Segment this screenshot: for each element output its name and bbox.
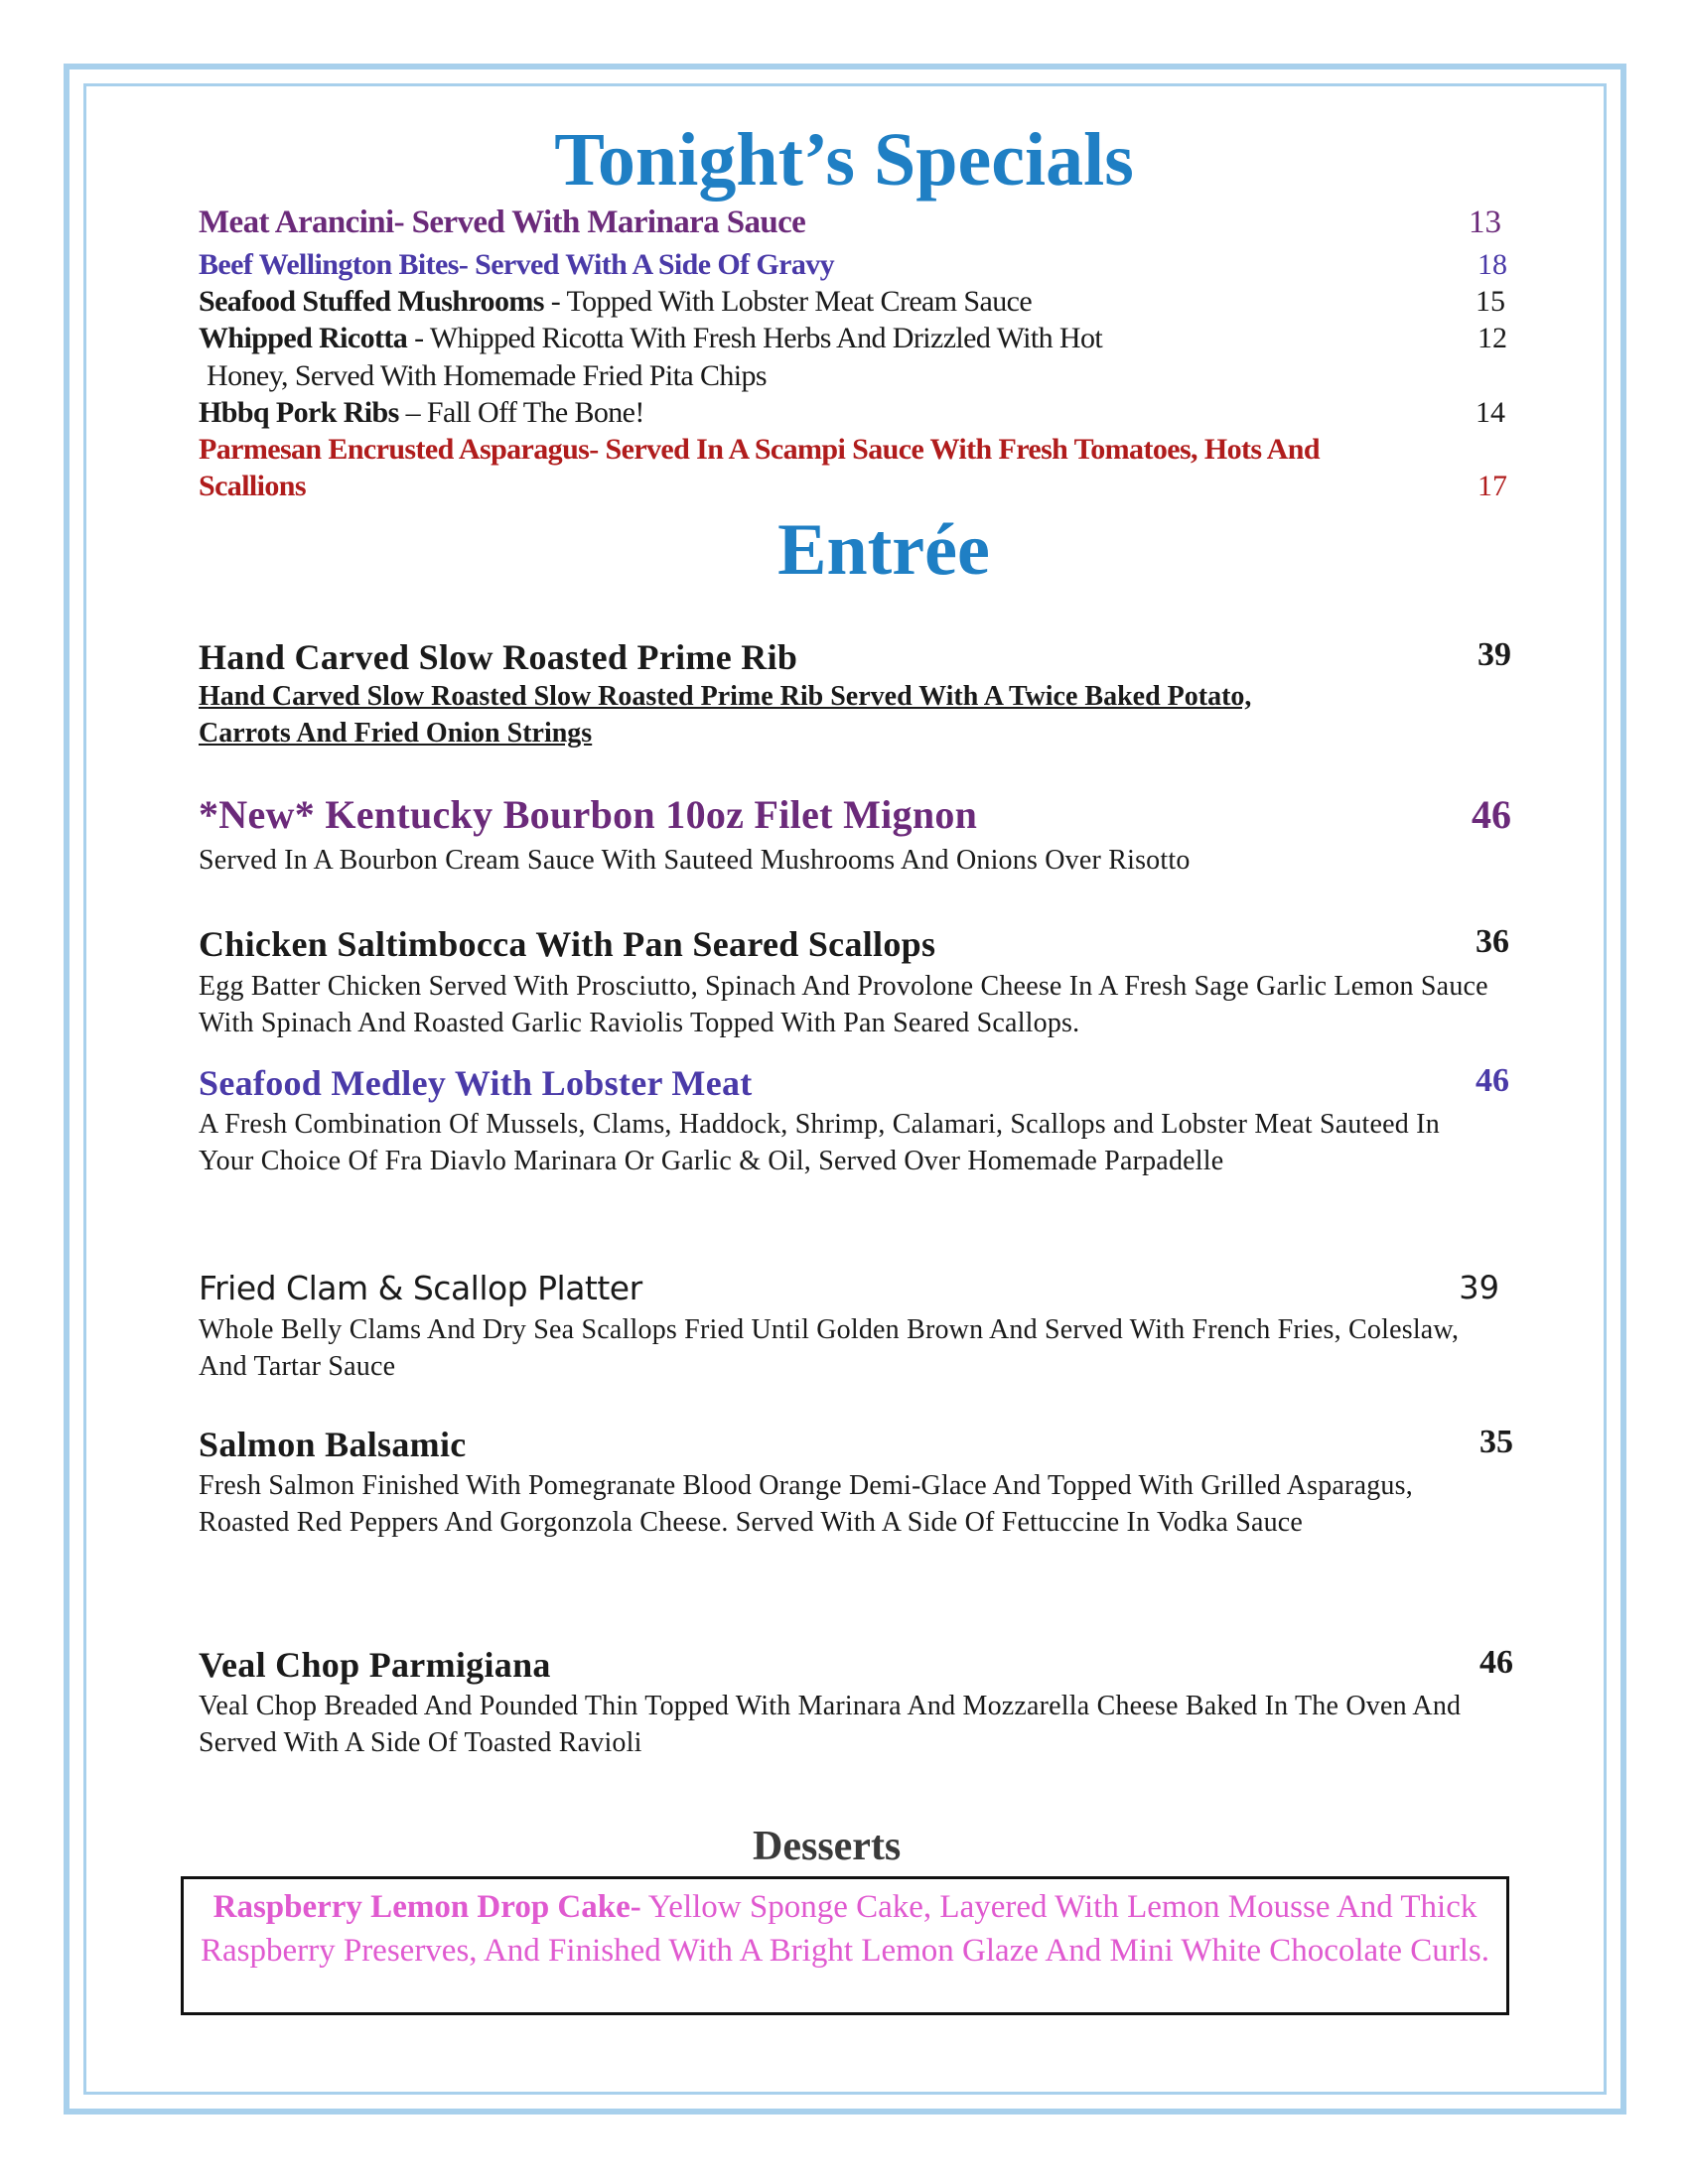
dessert-box [181, 1876, 1509, 2015]
special-item-mushrooms [199, 285, 1032, 319]
special-name: Hbbq Pork Ribs [199, 396, 399, 429]
entree-price: 46 [1476, 1062, 1509, 1099]
special-item-arancini [199, 205, 805, 241]
entree-desc: Hand Carved Slow Roasted Slow Roasted Prime Rib Served With A Twice Baked Potato, [199, 681, 1252, 712]
entree-desc: Veal Chop Breaded And Pounded Thin Topped With Marinara And Mozzarella Cheese Baked In The Oven And Served With A Side Of Toasted Ravioli [199, 1691, 1462, 1758]
special-price: 14 [1476, 396, 1505, 429]
special-desc: – Fall Off The Bone! [398, 396, 644, 429]
entree-name: Chicken Saltimbocca With Pan Seared Scallops [199, 924, 936, 964]
special-desc: - Whipped Ricotta With Fresh Herbs And Drizzled With Hot [407, 322, 1103, 354]
special-price: 17 [1477, 470, 1507, 502]
entree-price: 39 [1459, 1269, 1499, 1306]
entree-desc-continued: Carrots And Fried Onion Strings [199, 718, 593, 749]
entree-name: Salmon Balsamic [199, 1425, 467, 1464]
special-name-continued: Scallions [199, 470, 306, 502]
entree-desc: Whole Belly Clams And Dry Sea Scallops Fried Until Golden Brown And Served With French Fries, Coleslaw, And Tartar Sauce [199, 1314, 1460, 1382]
entree-price: 35 [1479, 1424, 1513, 1460]
entree-name: Veal Chop Parmigiana [199, 1645, 551, 1685]
special-item-ribs [199, 396, 644, 430]
special-name: Meat Arancini- Served With Marinara Sauce [199, 205, 806, 240]
entree-price: 46 [1472, 792, 1511, 837]
special-item-ricotta [199, 322, 1102, 355]
special-item-asparagus [199, 433, 1320, 467]
special-name: Seafood Stuffed Mushrooms [199, 285, 544, 318]
special-price: 13 [1469, 205, 1501, 240]
dessert-name: Raspberry Lemon Drop Cake- [212, 1889, 641, 1925]
entree-name: Seafood Medley With Lobster Meat [199, 1063, 753, 1103]
special-name: Beef Wellington Bites- Served With A Side Of Gravy [199, 248, 835, 281]
entree-desc: Egg Batter Chicken Served With Prosciutto, Spinach And Provolone Cheese In A Fresh Sage Garlic Lemon Sauce With Spinach And Roasted Garlic Raviolis Topped With Pan Seared Scallops. [199, 971, 1488, 1038]
entree-price: 46 [1479, 1644, 1513, 1681]
entree-desc: Fresh Salmon Finished With Pomegranate Blood Orange Demi-Glace And Topped With Grilled Asparagus, Roasted Red Peppers And Gorgonzola Cheese. Served With A Side Of Fettuccine In Vodka Sauce [199, 1470, 1413, 1538]
entree-name: Fried Clam & Scallop Platter [199, 1269, 642, 1307]
specials-title: Tonight’s Specials [554, 118, 1134, 202]
entree-price: 39 [1477, 636, 1511, 673]
special-price: 15 [1476, 285, 1505, 318]
special-name: Parmesan Encrusted Asparagus- Served In A Scampi Sauce With Fresh Tomatoes, Hots And [199, 433, 1320, 466]
special-desc: - Topped With Lobster Meat Cream Sauce [543, 285, 1033, 318]
entree-name: *New* Kentucky Bourbon 10oz Filet Mignon [199, 792, 978, 837]
special-name: Whipped Ricotta [199, 322, 408, 354]
desserts-title: Desserts [753, 1824, 902, 1869]
entree-price: 36 [1476, 923, 1509, 960]
special-item-wellington [199, 248, 834, 282]
entree-desc: A Fresh Combination Of Mussels, Clams, Haddock, Shrimp, Calamari, Scallops and Lobster Meat Sauteed In Your Choice Of Fra Diavlo Marinara Or Garlic & Oil, Served Over Homemade Parpadelle [199, 1109, 1440, 1176]
entree-name: Hand Carved Slow Roasted Prime Rib [199, 637, 798, 677]
entree-title: Entrée [777, 509, 990, 591]
special-price: 12 [1477, 322, 1507, 354]
dessert-desc: Yellow Sponge Cake, Layered With Lemon Mousse And Thick Raspberry Preserves, And Finished With A Bright Lemon Glaze And Mini White Chocolate Curls. [200, 1889, 1490, 1969]
entree-desc: Served In A Bourbon Cream Sauce With Sauteed Mushrooms And Onions Over Risotto [199, 845, 1191, 876]
special-price: 18 [1477, 248, 1507, 281]
special-desc-continued: Honey, Served With Homemade Fried Pita Chips [207, 359, 767, 392]
